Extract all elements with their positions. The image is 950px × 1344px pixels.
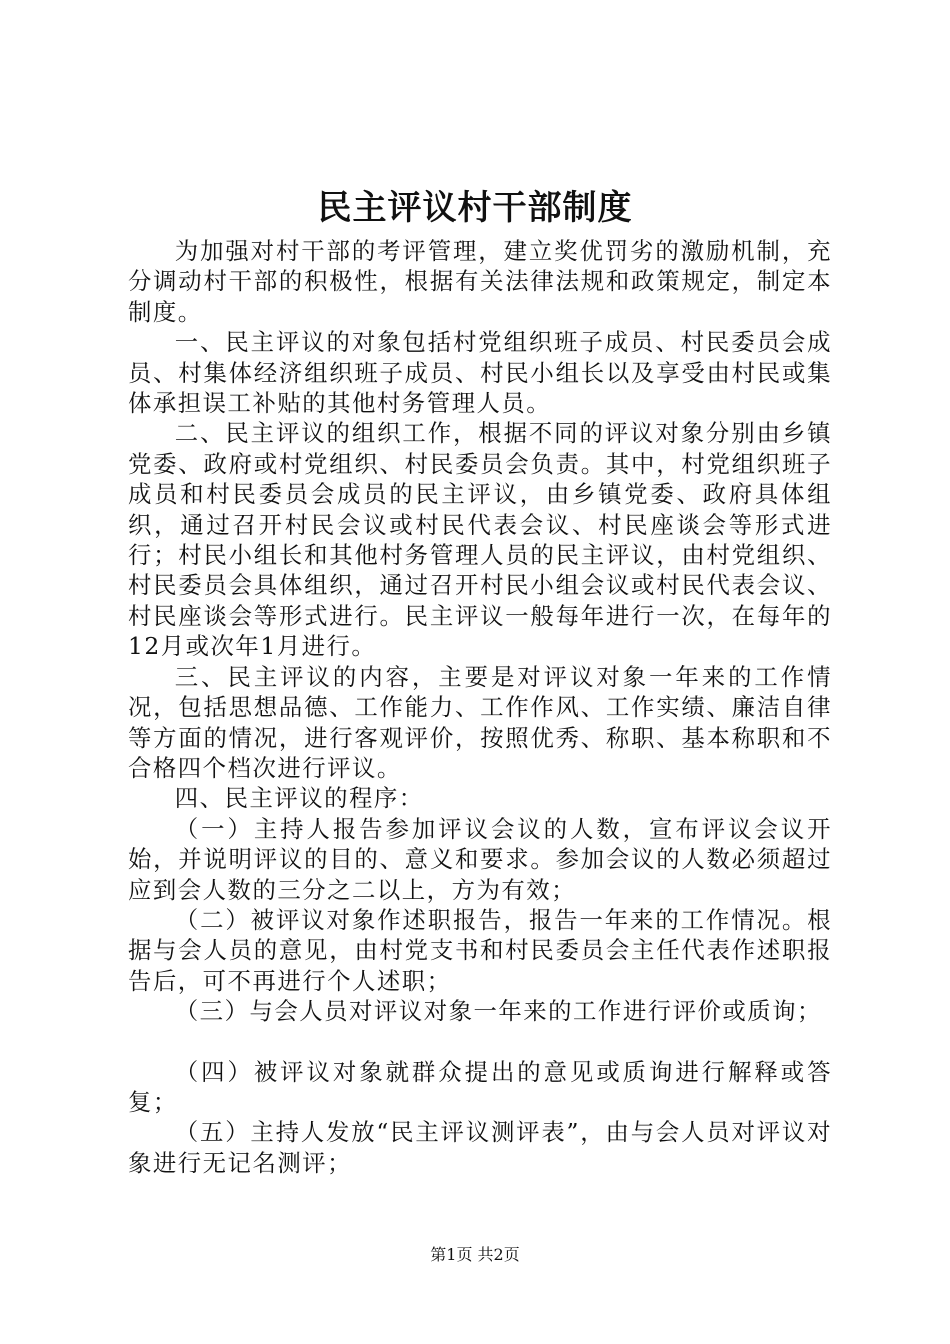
document-body [128,236,832,1178]
paragraph-intro: 为加强对村干部的考评管理，建立奖优罚劣的激励机制，充分调动村干部的积极性，根据有关法律法规和政策规定，制定本制度。 [128,237,832,326]
paragraph-procedure-5: （五）主持人发放“民主评议测评表”，由与会人员对评议对象进行无记名测评； [128,1118,832,1177]
paragraph-section-3: 三、民主评议的内容，主要是对评议对象一年来的工作情况，包括思想品德、工作能力、工作作风、工作实绩、廉洁自律等方面的情况，进行客观评价，按照优秀、称职、基本称职和不合格四个档次进行评议。 [128,662,832,782]
paragraph-procedure-3: （三）与会人员对评议对象一年来的工作进行评价或质询； [174,997,822,1026]
paragraph-procedure-2: （二）被评议对象作述职报告，报告一年来的工作情况。根据与会人员的意见，由村党支书和村民委员会主任代表作述职报告后，可不再进行个人述职； [128,905,832,995]
paragraph-section-1: 一、民主评议的对象包括村党组织班子成员、村民委员会成员、村集体经济组织班子成员、村民小组长以及享受由村民或集体承担误工补贴的其他村务管理人员。 [128,328,832,418]
paragraph-section-4-heading: 四、民主评议的程序： [174,784,424,813]
paragraph-procedure-4: （四）被评议对象就群众提出的意见或质询进行解释或答复； [128,1057,832,1116]
page-footer: 第1页 共2页 [430,1245,520,1264]
paragraph-procedure-1: （一）主持人报告参加评议会议的人数，宣布评议会议开始，并说明评议的目的、意义和要求。参加会议的人数必须超过应到会人数的三分之二以上，方为有效； [128,814,832,904]
paragraph-section-2: 二、民主评议的组织工作，根据不同的评议对象分别由乡镇党委、政府或村党组织、村民委员会负责。其中，村党组织班子成员和村民委员会成员的民主评议，由乡镇党委、政府具体组织，通过召开村民会议或村民代表会议、村民座谈会等形式进行；村民小组长和其他村务管理人员的民主评议，由村党组织、村民委员会具体组织，通过召开村民小组会议或村民代表会议、村民座谈会等形式进行。民主评议一般每年进行一次，在每年的12月或次年1月进行。 [128,419,832,661]
document-title: 民主评议村干部制度 [317,188,633,228]
